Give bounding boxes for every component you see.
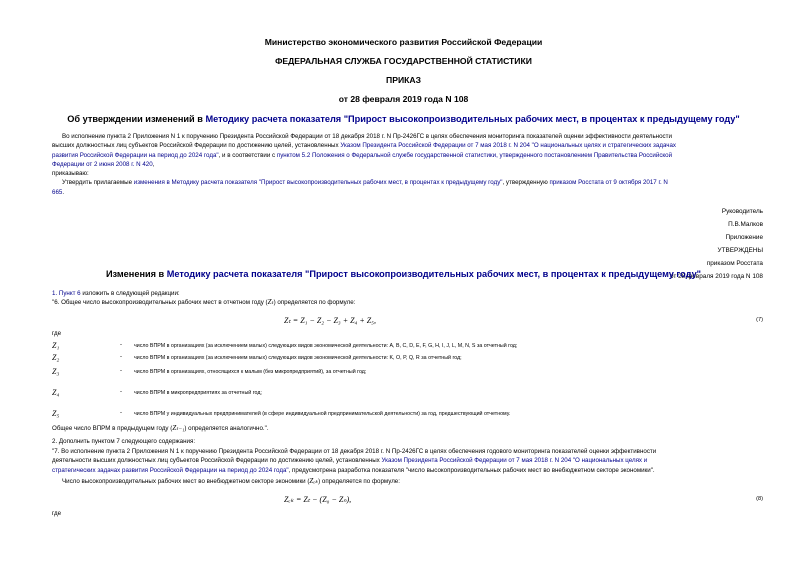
preamble-line xyxy=(52,141,767,150)
prev-year-line xyxy=(52,424,269,433)
point-6-link[interactable]: 1. Пункт 6 xyxy=(52,290,81,297)
approve-text: Утвердить прилагаемые xyxy=(62,179,134,187)
def-symbol: Z₄ xyxy=(52,388,60,397)
def-dash: - xyxy=(120,342,122,348)
item-7-line xyxy=(52,456,767,465)
approve-line xyxy=(52,178,767,187)
decree-204-link-2[interactable]: Указом Президента Российской Федерации от 7 мая 2018 г. N 204 "О национальных целях и xyxy=(381,457,648,465)
item-1-text: изложить в следующей редакции: xyxy=(80,290,180,297)
equation-number-8: (8) xyxy=(756,496,763,502)
regulation-link[interactable]: пунктом 5.2 Положения о Федеральной службе государственной статистики, утвержденного постановлением Правительства Российской xyxy=(276,151,673,159)
item-1 xyxy=(52,289,180,298)
def-symbol: Z₂ xyxy=(52,353,60,362)
item-7-line xyxy=(52,466,767,475)
def-symbol: Z₁ xyxy=(52,341,60,350)
preamble-text: Во исполнение пункта 2 Приложения N 1 к поручению Президента Российской Федерации от 18 декабря 2018 г. N Пр-2426ГС в целях обеспечения мониторинга показателей оценки эффективности деятельности xyxy=(62,133,672,140)
signature-name: П.В.Малков xyxy=(728,221,763,228)
approved-by-order: приказом Росстата xyxy=(706,260,763,267)
approve-line xyxy=(52,188,767,197)
preamble-line xyxy=(52,151,767,160)
item-7-text: "7. Во исполнение пункта 2 Приложения N 1 к поручению Президента Российской Федерации от 18 декабря 2018 г. N Пр-2426ГС в целях обеспечения годового мониторинга показателей оценки эффективности xyxy=(52,448,657,455)
item-6-line xyxy=(52,298,355,307)
def-symbol: Z₅ xyxy=(52,409,60,418)
ministry-heading: Министерство экономического развития Российской Федерации xyxy=(264,37,543,47)
decree-204-link-cont[interactable]: развития Российской Федерации на период до 2024 года" xyxy=(52,151,219,159)
def-dash: - xyxy=(120,368,122,374)
where-label: где xyxy=(52,330,62,337)
date-number-heading: от 28 февраля 2019 года N 108 xyxy=(338,94,469,104)
changes-title-link[interactable]: Методику расчета показателя "Прирост высокопроизводительных рабочих мест, в процентах к предыдущему году" xyxy=(166,269,702,279)
preamble-line xyxy=(52,132,767,141)
preamble-line xyxy=(52,160,767,169)
item-7-text: , предусмотрена разработка показателя "число высокопроизводительных рабочих мест во внебюджетном секторе экономики". xyxy=(288,466,655,474)
def-text: число ВПРМ в организациях (за исключением малых) следующих видов экономической деятельности: K, O, P, Q, R за отчетный год; xyxy=(134,355,462,361)
zt-symbol: Zₜ xyxy=(267,298,274,306)
formula-7: Zₜ = Z₁ − Z₂ − Z₃ + Z₄ + Z₅, xyxy=(284,316,376,325)
appendix-date: от 28 февраля 2019 года N 108 xyxy=(670,273,763,280)
decree-204-link[interactable]: Указом Президента Российской Федерации от 7 мая 2018 г. N 204 "О национальных целях и стратегических задачах xyxy=(340,142,677,150)
def-text: число ВПРМ в микропредприятиях за отчетный год; xyxy=(134,390,262,396)
approve-text: , утвержденную xyxy=(502,179,550,187)
rosstat-order-link[interactable]: приказом Росстата от 9 октября 2017 г. N xyxy=(549,179,668,187)
changes-link[interactable]: изменения в Методику расчета показателя "Прирост высокопроизводительных рабочих мест, в процентах к предыдущему году" xyxy=(133,179,503,187)
zek-symbol: Zₑₖ xyxy=(309,477,319,485)
service-heading: ФЕДЕРАЛЬНАЯ СЛУЖБА ГОСУДАРСТВЕННОЙ СТАТИСТИКИ xyxy=(275,56,532,66)
equation-number-7: (7) xyxy=(756,317,763,323)
prev-text: Общее число ВПРМ в предыдущем году ( xyxy=(52,425,173,432)
approved-label: УТВЕРЖДЕНЫ xyxy=(717,247,763,254)
preamble xyxy=(52,132,767,197)
appendix-label: Приложение xyxy=(725,234,763,241)
item-6-text-b: ) определяется по формуле: xyxy=(273,299,356,306)
def-dash: - xyxy=(120,410,122,416)
item-6-text: "6. Общее число высокопроизводительных рабочих мест в отчетном году ( xyxy=(52,299,268,306)
count-text-b: ) определяется по формуле: xyxy=(318,478,400,485)
title-methodology-link[interactable]: Методику расчета показателя "Прирост высокопроизводительных рабочих мест, в процентах к предыдущему году" xyxy=(205,114,740,124)
count-text: Число высокопроизводительных рабочих мест во внебюджетном секторе экономики ( xyxy=(62,478,310,485)
document-title xyxy=(0,114,807,124)
decree-204-link-2-cont[interactable]: стратегических задачах развития Российской Федерации на период до 2024 года" xyxy=(52,466,289,474)
def-text: число ВПРМ в организациях, относящихся к малым (без микропредприятий), за отчетный год; xyxy=(134,369,367,375)
where-label-2: где xyxy=(52,510,62,517)
preamble-text: , и в соответствии с xyxy=(218,151,277,159)
changes-title-prefix: Изменения в xyxy=(105,269,167,279)
item-7-line xyxy=(52,447,767,456)
item-7-text: деятельности высших должностных лиц субъектов Российской Федерации по достижению целей, установленных xyxy=(52,457,382,465)
def-dash: - xyxy=(120,389,122,395)
item-7 xyxy=(52,447,767,475)
changes-title xyxy=(0,269,807,279)
def-text: число ВПРМ у индивидуальных предпринимателей (в сфере индивидуальной предпринимательской деятельности) за год, предшествующий отчетному. xyxy=(134,411,511,417)
prev-text-b: ) определяется аналогично.". xyxy=(184,425,269,432)
preamble-text: высших должностных лиц субъектов Российской Федерации по достижению целей, установленных xyxy=(52,142,341,150)
rosstat-order-link-cont[interactable]: 665 xyxy=(52,188,63,196)
order-word: приказываю: xyxy=(52,170,89,178)
preamble-text: , xyxy=(152,160,155,168)
count-line xyxy=(62,477,400,486)
zt1-symbol: Zₜ₋₁ xyxy=(172,424,185,432)
doc-type-heading: ПРИКАЗ xyxy=(386,75,421,85)
signature-role: Руководитель xyxy=(721,208,763,215)
title-prefix: Об утверждении изменений в xyxy=(67,114,206,124)
def-symbol: Z₃ xyxy=(52,367,60,376)
item-2: 2. Дополнить пунктом 7 следующего содержания: xyxy=(52,438,196,445)
def-text: число ВПРМ в организациях (за исключением малых) следующих видов экономической деятельности: A, B, C, D, E, F, G, H, I, J, L, M, N, S за отчетный год; xyxy=(134,343,518,349)
def-dash: - xyxy=(120,354,122,360)
formula-8: Zₑₖ = Zₜ − (Z₀ − Zₙ), xyxy=(284,495,352,504)
regulation-link-cont[interactable]: Федерации от 2 июня 2008 г. N 420 xyxy=(52,160,153,168)
approve-text: . xyxy=(62,188,65,196)
